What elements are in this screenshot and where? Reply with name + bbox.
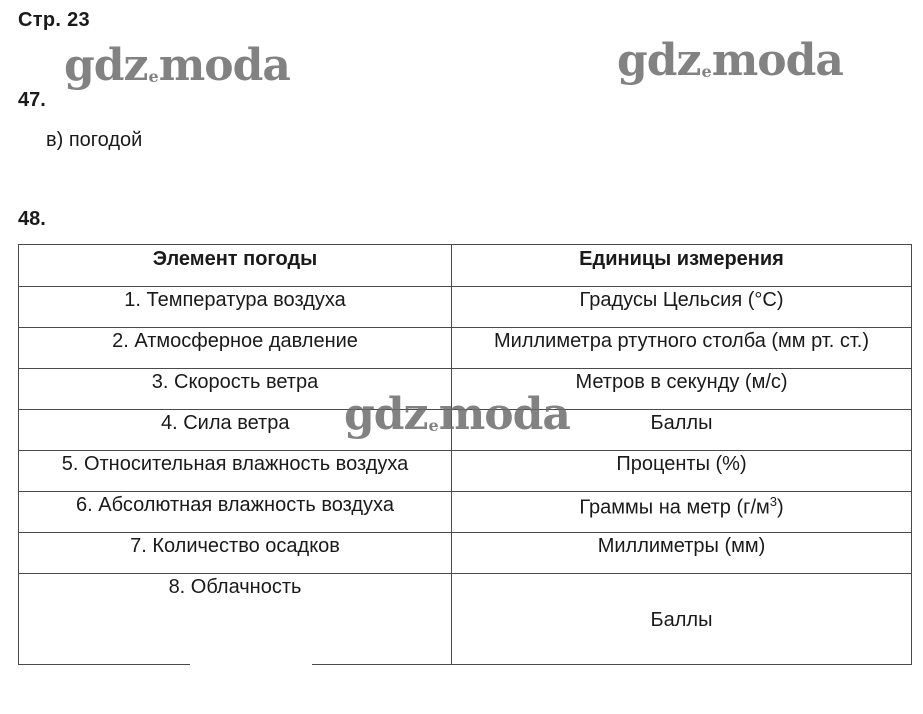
element-cell: 4. Сила ветра xyxy=(19,410,452,451)
table-row xyxy=(19,533,912,574)
task-47-answer: в) погодой xyxy=(46,129,143,151)
watermark-logo-left xyxy=(64,40,290,91)
element-cell: 1. Температура воздуха xyxy=(19,287,452,328)
unit-tail: ) xyxy=(776,496,784,519)
unit-cell: Миллиметры (мм) xyxy=(452,533,912,574)
table-row xyxy=(19,328,912,369)
watermark-tail: moda xyxy=(438,389,570,440)
column-header-element: Элемент погоды xyxy=(19,245,452,287)
watermark-sep: e xyxy=(428,416,438,435)
watermark-logo-right xyxy=(617,35,843,86)
task-47-number: 47. xyxy=(18,89,46,111)
element-cell: 5. Относительная влажность воздуха xyxy=(19,451,452,492)
table-row xyxy=(19,492,912,533)
page-label: Стр. 23 xyxy=(18,9,90,31)
task-48-number: 48. xyxy=(18,208,46,230)
watermark-tail: moda xyxy=(711,35,843,86)
watermark-sep: e xyxy=(701,62,711,81)
table-header-row xyxy=(19,245,912,287)
unit-cell: Метров в секунду (м/с) xyxy=(452,369,912,410)
watermark-brand: gdz xyxy=(617,35,701,86)
table-row xyxy=(19,574,912,665)
table-row xyxy=(19,451,912,492)
watermark-brand: gdz xyxy=(64,40,148,91)
column-header-unit: Единицы измерения xyxy=(452,245,912,287)
element-cell: 6. Абсолютная влажность воздуха xyxy=(19,492,452,533)
border-gap xyxy=(190,657,312,665)
unit-superscript: 3 xyxy=(769,494,777,509)
element-cell: 7. Количество осадков xyxy=(19,533,452,574)
element-cell: 2. Атмосферное давление xyxy=(19,328,452,369)
unit-cell xyxy=(452,492,912,533)
watermark-sep: e xyxy=(148,67,158,86)
unit-cell: Баллы xyxy=(452,574,912,665)
unit-cell: Проценты (%) xyxy=(452,451,912,492)
element-cell: 3. Скорость ветра xyxy=(19,369,452,410)
table-row xyxy=(19,287,912,328)
unit-cell: Баллы xyxy=(452,410,912,451)
unit-cell: Градусы Цельсия (°С) xyxy=(452,287,912,328)
unit-cell: Миллиметра ртутного столба (мм рт. ст.) xyxy=(452,328,912,369)
element-cell: 8. Облачность xyxy=(19,574,452,665)
unit-text: Граммы на метр (г/м xyxy=(579,496,770,519)
weather-elements-table xyxy=(18,244,912,665)
watermark-logo-center xyxy=(344,389,570,440)
watermark-brand: gdz xyxy=(344,389,428,440)
watermark-tail: moda xyxy=(158,40,290,91)
